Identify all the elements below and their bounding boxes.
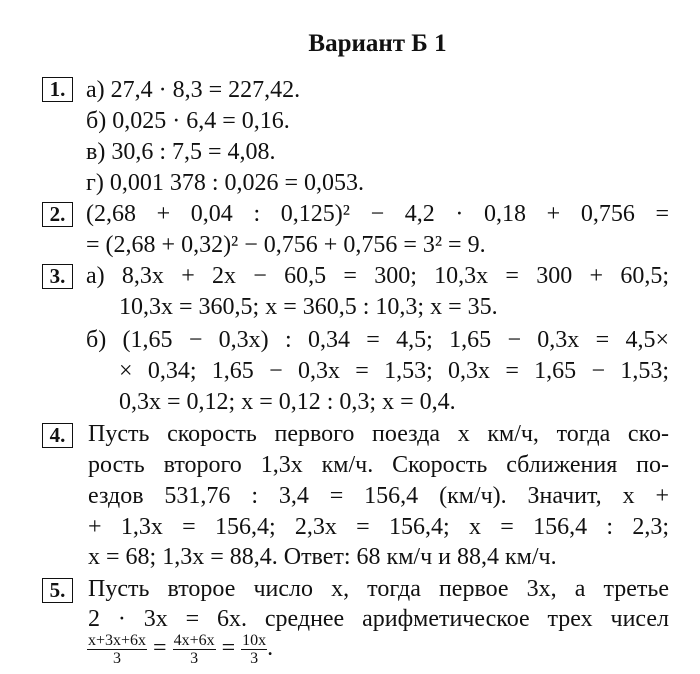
problem-1-line-d: г) 0,001 378 : 0,026 = 0,053. bbox=[86, 170, 365, 196]
page-title: Вариант Б 1 bbox=[308, 30, 447, 57]
problem-4-line-1: Пусть скорость первого поезда x км/ч, тогда ско- bbox=[88, 421, 669, 447]
problem-2-line-2: = (2,68 + 0,32)² − 0,756 + 0,756 = 3² = 9. bbox=[86, 232, 486, 258]
problem-number-1: 1. bbox=[42, 77, 73, 102]
problem-number-5: 5. bbox=[42, 578, 73, 603]
problem-1-line-b: б) 0,025 · 6,4 = 0,16. bbox=[86, 108, 290, 134]
problem-4-line-4: + 1,3x = 156,4; 2,3x = 156,4; x = 156,4 : 2,3; bbox=[88, 514, 669, 540]
problem-3-line-4: × 0,34; 1,65 − 0,3x = 1,53; 0,3x = 1,65 − 1,53; bbox=[119, 358, 669, 384]
equals-sign: = bbox=[153, 635, 167, 662]
problem-3-line-2: 10,3x = 360,5; x = 360,5 : 10,3; x = 35. bbox=[119, 294, 498, 320]
problem-5-fraction-equation bbox=[87, 632, 273, 667]
fraction-2: $\frac{4x+6x}{3}$ bbox=[173, 632, 215, 667]
problem-number-4: 4. bbox=[42, 423, 73, 448]
problem-3-line-3: б) (1,65 − 0,3x) : 0,34 = 4,5; 1,65 − 0,3x = 4,5× bbox=[86, 327, 669, 353]
problem-1-line-a: а) 27,4 · 8,3 = 227,42. bbox=[86, 77, 301, 103]
problem-number-3: 3. bbox=[42, 264, 73, 289]
problem-4-line-3: ездов 531,76 : 3,4 = 156,4 (км/ч). Значит, x + bbox=[88, 483, 669, 509]
fraction-1: $\frac{x+3x+6x}{3}$ bbox=[88, 632, 147, 667]
problem-2-line-1: (2,68 + 0,04 : 0,125)² − 4,2 · 0,18 + 0,756 = bbox=[86, 201, 669, 227]
period: . bbox=[267, 635, 274, 662]
fraction-3: $\frac{10x}{3}$ bbox=[242, 632, 267, 667]
problem-number-2: 2. bbox=[42, 202, 73, 227]
problem-3-line-5: 0,3x = 0,12; x = 0,12 : 0,3; x = 0,4. bbox=[119, 389, 456, 415]
problem-5-line-2: 2 · 3x = 6x. среднее арифметическое трех чисел bbox=[88, 606, 669, 632]
problem-4-line-5: x = 68; 1,3x = 88,4. Ответ: 68 км/ч и 88,4 км/ч. bbox=[88, 544, 557, 570]
problem-1-line-c: в) 30,6 : 7,5 = 4,08. bbox=[86, 139, 276, 165]
problem-5-line-1: Пусть второе число x, тогда первое 3x, а третье bbox=[88, 576, 669, 602]
equals-sign: = bbox=[221, 635, 236, 662]
problem-4-line-2: рость второго 1,3x км/ч. Скорость сближения по- bbox=[88, 452, 669, 478]
problem-3-line-1: а) 8,3x + 2x − 60,5 = 300; 10,3x = 300 + 60,5; bbox=[86, 263, 669, 289]
